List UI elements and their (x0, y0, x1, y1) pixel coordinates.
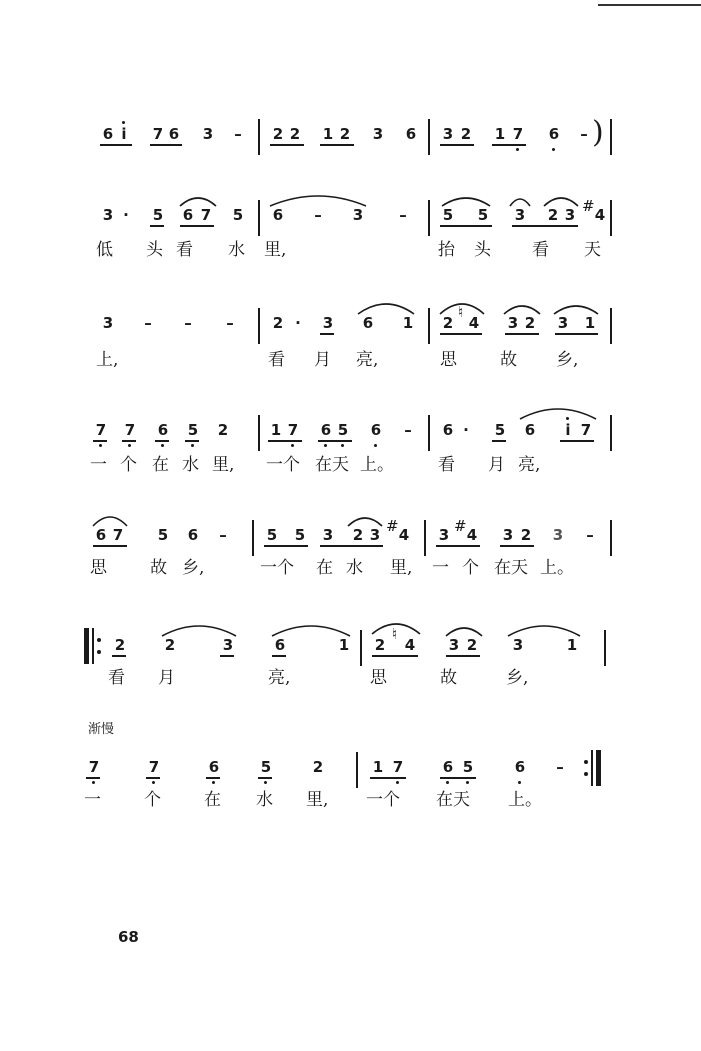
lyric: 一个 (366, 790, 400, 810)
barline (428, 119, 430, 155)
system-7 (0, 748, 701, 828)
note: 7 (88, 758, 100, 776)
note: 7 (580, 421, 592, 439)
lyric: 头 (474, 240, 491, 260)
note: 6 (370, 421, 382, 439)
barline (610, 415, 612, 451)
note: – (144, 314, 152, 332)
underline (436, 545, 480, 547)
augmentation-dot: · (295, 314, 301, 332)
lyric: 在 (204, 790, 221, 810)
low-dot (128, 444, 131, 447)
note: 2 (272, 314, 284, 332)
system-4 (0, 413, 701, 493)
lyric: 思 (90, 558, 107, 578)
note: 1 (494, 125, 506, 143)
slur (160, 622, 238, 638)
note: 4 (398, 526, 410, 544)
note: 5 (152, 206, 164, 224)
lyric: 个 (144, 790, 161, 810)
underline (180, 225, 214, 227)
lyric: 看 (268, 350, 285, 370)
note: 2 (312, 758, 324, 776)
lyric: 里, (264, 240, 287, 260)
lyric: 在天 (315, 455, 349, 475)
lyric: 个 (120, 455, 137, 475)
slur (370, 620, 422, 636)
system-5 (0, 518, 701, 598)
underline (264, 545, 308, 547)
note: 5 (266, 526, 278, 544)
note: 3 (369, 526, 381, 544)
top-rule (598, 4, 701, 6)
note: 3 (557, 314, 569, 332)
lyric: 乡, (556, 350, 579, 370)
underline (272, 655, 286, 657)
note: 6 (102, 125, 114, 143)
low-dot (396, 781, 399, 784)
note: 1 (372, 758, 384, 776)
lyric: 月 (314, 350, 331, 370)
note: – (580, 125, 588, 143)
note: 6 (272, 206, 284, 224)
tempo-mark: 渐慢 (88, 722, 115, 737)
underline (560, 440, 594, 442)
note: 1 (584, 314, 596, 332)
slur (444, 624, 484, 638)
lyric: 个 (462, 558, 479, 578)
low-dot (212, 781, 215, 784)
note: 1 (322, 125, 334, 143)
underline (370, 777, 406, 779)
underline (440, 333, 482, 335)
note: 7 (512, 125, 524, 143)
note: 7 (152, 125, 164, 143)
lyric: 乡, (506, 668, 529, 688)
augmentation-dot: · (463, 421, 469, 439)
slur (268, 192, 368, 208)
low-dot (516, 148, 519, 151)
system-6 (0, 626, 701, 706)
barline (604, 630, 606, 666)
lyric: 月 (488, 455, 505, 475)
lyric: 故 (150, 558, 167, 578)
note: 3 (322, 526, 334, 544)
lyric: 水 (228, 240, 245, 260)
augmentation-dot: · (123, 206, 129, 224)
lyric: 一 (432, 558, 449, 578)
slur (178, 194, 218, 208)
note: 7 (392, 758, 404, 776)
note: 3 (202, 125, 214, 143)
note: 2 (374, 636, 386, 654)
note: 7 (112, 526, 124, 544)
note: 3 (372, 125, 384, 143)
lyric: 上。 (508, 790, 542, 810)
slur (502, 302, 542, 316)
lyric: 乡, (182, 558, 205, 578)
note: 3 (514, 206, 526, 224)
note: – (404, 421, 412, 439)
low-dot (446, 781, 449, 784)
lyric: 亮, (356, 350, 379, 370)
note: 3 (352, 206, 364, 224)
note: 3 (564, 206, 576, 224)
barline (610, 520, 612, 556)
lyric: 里, (212, 455, 235, 475)
barline (356, 752, 358, 788)
barline (258, 119, 260, 155)
underline (155, 440, 169, 442)
note: 6 (514, 758, 526, 776)
sharp-sign: # (582, 197, 595, 215)
note: 3 (102, 314, 114, 332)
lyric: 天 (584, 240, 601, 260)
sharp-sign: # (386, 517, 399, 535)
note: 4 (594, 206, 606, 224)
underline (268, 440, 302, 442)
note: i (121, 125, 127, 143)
lyric: 月 (158, 668, 175, 688)
system-3 (0, 303, 701, 386)
note: 6 (208, 758, 220, 776)
lyric: 水 (256, 790, 273, 810)
note: 5 (442, 206, 454, 224)
underline (492, 440, 506, 442)
underline (372, 655, 418, 657)
lyric: 上。 (360, 455, 394, 475)
lyric: 水 (346, 558, 363, 578)
lyric: 抬 (438, 240, 455, 260)
underline (440, 225, 492, 227)
slur (552, 302, 600, 316)
lyric: 上, (96, 350, 119, 370)
barline (610, 119, 612, 155)
lyric: 上。 (540, 558, 574, 578)
lyric: 故 (440, 668, 457, 688)
underline (86, 777, 100, 779)
low-dot (152, 781, 155, 784)
lyric: 看 (176, 240, 193, 260)
note: 2 (460, 125, 472, 143)
note: 5 (232, 206, 244, 224)
closing-paren: ) (592, 115, 604, 150)
lyric: 里, (306, 790, 329, 810)
low-dot (552, 148, 555, 151)
underline (440, 144, 474, 146)
underline (512, 225, 578, 227)
lyric: 思 (370, 668, 387, 688)
note: 2 (114, 636, 126, 654)
note: 3 (502, 526, 514, 544)
slur (506, 622, 582, 638)
lyric: 一个 (266, 455, 300, 475)
note: 2 (339, 125, 351, 143)
note: 7 (95, 421, 107, 439)
lyric: 看 (108, 668, 125, 688)
note: 7 (148, 758, 160, 776)
underline (93, 440, 107, 442)
note: 6 (548, 125, 560, 143)
underline (150, 144, 182, 146)
lyric: 一 (90, 455, 107, 475)
barline (610, 200, 612, 236)
underline (185, 440, 199, 442)
note: 6 (187, 526, 199, 544)
note: 2 (289, 125, 301, 143)
underline (100, 144, 132, 146)
underline (258, 777, 272, 779)
note: 2 (352, 526, 364, 544)
note: 1 (338, 636, 350, 654)
slur (440, 194, 492, 208)
low-dot (92, 781, 95, 784)
note: 2 (442, 314, 454, 332)
note: – (586, 526, 594, 544)
underline (500, 545, 534, 547)
underline (320, 545, 383, 547)
slur (91, 512, 129, 528)
lyric: 水 (182, 455, 199, 475)
note: 6 (157, 421, 169, 439)
note: 5 (462, 758, 474, 776)
note: 4 (468, 314, 480, 332)
barline (360, 630, 362, 666)
note: 3 (442, 125, 454, 143)
note: – (226, 314, 234, 332)
underline (122, 440, 136, 442)
note: 2 (547, 206, 559, 224)
low-dot (324, 444, 327, 447)
note: 6 (442, 758, 454, 776)
underline (206, 777, 220, 779)
lyric: 一个 (260, 558, 294, 578)
low-dot (518, 781, 521, 784)
barline (428, 200, 430, 236)
note: 6 (320, 421, 332, 439)
lyric: 里, (390, 558, 413, 578)
lyric: 在天 (494, 558, 528, 578)
underline (270, 144, 304, 146)
note: 5 (477, 206, 489, 224)
note: 6 (362, 314, 374, 332)
note: – (184, 314, 192, 332)
note: 5 (260, 758, 272, 776)
low-dot (161, 444, 164, 447)
note: 3 (512, 636, 524, 654)
lyric: 低 (96, 240, 113, 260)
note: 7 (287, 421, 299, 439)
low-dot (191, 444, 194, 447)
lyric: 一 (84, 790, 101, 810)
underline (150, 225, 164, 227)
slur (542, 194, 580, 208)
natural-sign: ♮ (458, 303, 464, 321)
lyric: 看 (438, 455, 455, 475)
underline (446, 655, 480, 657)
underline (440, 777, 476, 779)
note: 5 (187, 421, 199, 439)
lyric: 亮, (268, 668, 291, 688)
natural-sign: ♮ (392, 625, 398, 643)
note: 3 (222, 636, 234, 654)
low-dot (374, 444, 377, 447)
note: 1 (270, 421, 282, 439)
underline (318, 440, 352, 442)
underline (220, 655, 234, 657)
underline (555, 333, 598, 335)
underline (505, 333, 539, 335)
note: 3 (507, 314, 519, 332)
note: 2 (524, 314, 536, 332)
lyric: 思 (440, 350, 457, 370)
slur (518, 405, 598, 421)
note: – (556, 758, 564, 776)
underline (112, 655, 126, 657)
low-dot (341, 444, 344, 447)
slur (438, 300, 486, 316)
sharp-sign: # (454, 517, 467, 535)
note: 3 (448, 636, 460, 654)
note: 2 (520, 526, 532, 544)
note: 1 (402, 314, 414, 332)
note: 2 (217, 421, 229, 439)
note: 3 (102, 206, 114, 224)
note: 4 (466, 526, 478, 544)
note: 1 (566, 636, 578, 654)
note: 6 (274, 636, 286, 654)
note: 7 (200, 206, 212, 224)
barline (258, 200, 260, 236)
note: 6 (182, 206, 194, 224)
lyric: 在天 (436, 790, 470, 810)
note: 2 (466, 636, 478, 654)
lyric: 看 (532, 240, 549, 260)
barline (258, 308, 260, 344)
barline (610, 308, 612, 344)
slur (346, 514, 384, 528)
note: 2 (164, 636, 176, 654)
note: 2 (272, 125, 284, 143)
note: 4 (404, 636, 416, 654)
note: – (219, 526, 227, 544)
underline (320, 144, 354, 146)
lyric: 亮, (518, 455, 541, 475)
note: – (234, 125, 242, 143)
note: 5 (294, 526, 306, 544)
lyric: 故 (500, 350, 517, 370)
note: 3 (438, 526, 450, 544)
low-dot (264, 781, 267, 784)
slur (270, 622, 352, 638)
system-2 (0, 198, 701, 278)
note: 6 (95, 526, 107, 544)
note: 5 (337, 421, 349, 439)
barline (252, 520, 254, 556)
barline (424, 520, 426, 556)
page-number: 68 (118, 928, 139, 946)
note: – (314, 206, 322, 224)
note: 6 (168, 125, 180, 143)
note: 3 (322, 314, 334, 332)
note: i (565, 421, 571, 439)
note: 6 (405, 125, 417, 143)
lyric: 在 (152, 455, 169, 475)
note: 3 (552, 526, 564, 544)
note: 7 (124, 421, 136, 439)
slur (356, 300, 416, 316)
barline (258, 415, 260, 451)
system-1 (0, 115, 701, 195)
note: 5 (494, 421, 506, 439)
low-dot (466, 781, 469, 784)
slur (508, 194, 532, 208)
low-dot (99, 444, 102, 447)
high-dot (122, 121, 125, 124)
low-dot (291, 444, 294, 447)
lyric: 在 (316, 558, 333, 578)
note: 6 (442, 421, 454, 439)
underline (492, 144, 526, 146)
underline (93, 545, 127, 547)
barline (428, 415, 430, 451)
note: 5 (157, 526, 169, 544)
note: – (399, 206, 407, 224)
note: 6 (524, 421, 536, 439)
underline (320, 333, 334, 335)
lyric: 头 (146, 240, 163, 260)
barline (428, 308, 430, 344)
underline (146, 777, 160, 779)
